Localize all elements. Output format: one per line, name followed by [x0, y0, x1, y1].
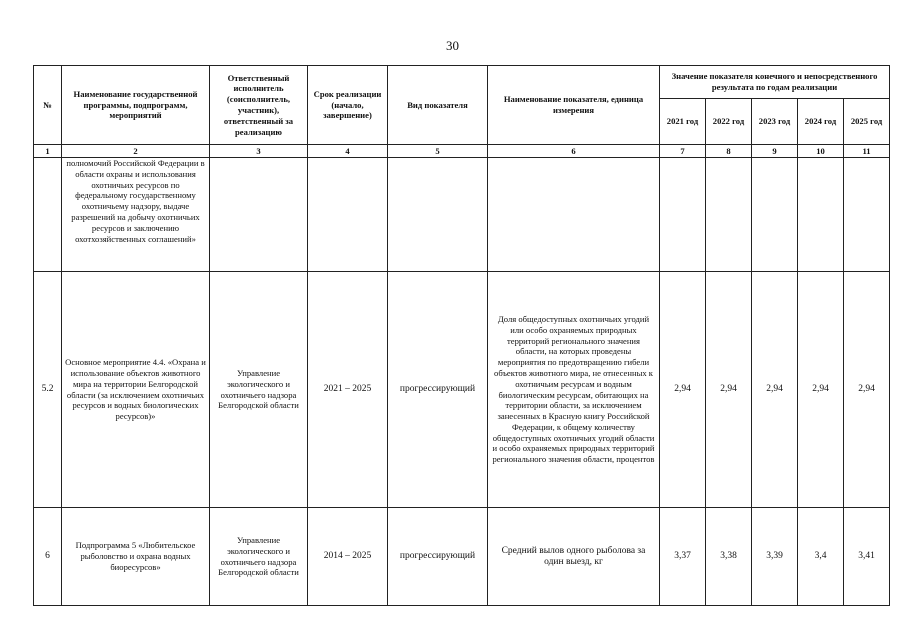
row-value-2024 — [798, 158, 844, 272]
row-num — [34, 158, 62, 272]
header-col-num: № — [34, 66, 62, 145]
header-year-2025: 2025 год — [844, 99, 890, 145]
column-number: 7 — [660, 145, 706, 158]
row-value-2025 — [844, 158, 890, 272]
column-number: 11 — [844, 145, 890, 158]
header-col-name: Наименование государственной программы, подпрограмм, мероприятий — [62, 66, 210, 145]
row-type: прогрессирующий — [388, 508, 488, 606]
header-col-type: Вид показателя — [388, 66, 488, 145]
table-row — [34, 508, 890, 606]
table-row — [34, 158, 890, 272]
row-name: полномочий Российской Федерации в области охраны и использования охотничьих ресурсов по федеральному государственному охотничьему надзору, выдаче разрешений на добычу охотничьих ресурсов и заключению охотхозяйственных соглашений» — [62, 158, 210, 272]
row-value-2021 — [660, 158, 706, 272]
column-numbers-row — [34, 145, 890, 158]
header-year-2023: 2023 год — [752, 99, 798, 145]
header-col-term: Срок реализации (начало, завершение) — [308, 66, 388, 145]
header-col-executor: Ответственный исполнитель (соисполнитель, участник), ответственный за реализацию — [210, 66, 308, 145]
column-number: 4 — [308, 145, 388, 158]
header-year-2022: 2022 год — [706, 99, 752, 145]
row-num: 6 — [34, 508, 62, 606]
column-number: 9 — [752, 145, 798, 158]
row-name: Основное мероприятие 4.4. «Охрана и использование объектов животного мира на территории Белгородской области (за исключением охотничьих ресурсов и водных биологических ресурсов)» — [62, 272, 210, 508]
row-term: 2021 – 2025 — [308, 272, 388, 508]
header-col-indicator: Наименование показателя, единица измерения — [488, 66, 660, 145]
row-name: Подпрограмма 5 «Любительское рыболовство и охрана водных биоресурсов» — [62, 508, 210, 606]
row-indicator: Средний вылов одного рыболова за один выезд, кг — [488, 508, 660, 606]
column-number: 5 — [388, 145, 488, 158]
row-executor — [210, 158, 308, 272]
header-year-2024: 2024 год — [798, 99, 844, 145]
column-number: 2 — [62, 145, 210, 158]
column-number: 3 — [210, 145, 308, 158]
row-type — [388, 158, 488, 272]
row-value-2025: 3,41 — [844, 508, 890, 606]
row-value-2021: 3,37 — [660, 508, 706, 606]
row-value-2022: 2,94 — [706, 272, 752, 508]
table-header-row — [34, 66, 890, 99]
row-value-2023: 3,39 — [752, 508, 798, 606]
row-value-2022: 3,38 — [706, 508, 752, 606]
row-value-2025: 2,94 — [844, 272, 890, 508]
table-row — [34, 272, 890, 508]
column-number: 8 — [706, 145, 752, 158]
row-value-2024: 3,4 — [798, 508, 844, 606]
row-value-2024: 2,94 — [798, 272, 844, 508]
indicators-table — [33, 65, 890, 606]
row-indicator — [488, 158, 660, 272]
row-indicator: Доля общедоступных охотничьих угодий или особо охраняемых природных территорий регионального значения области, на которых проведены мероприятия по предотвращению гибели объектов животного мира, не отнесенных к охотничьим ресурсам и водным биологическим ресурсам, обитающих на территории области, за исключением занесенных в Красную книгу Российской Федерации, к общему количеству общедоступных охотничьих угодий области и особо охраняемых природных территорий регионального значения области, процентов — [488, 272, 660, 508]
header-values-group: Значение показателя конечного и непосредственного результата по годам реализации — [660, 66, 890, 99]
column-number: 1 — [34, 145, 62, 158]
row-term: 2014 – 2025 — [308, 508, 388, 606]
row-value-2021: 2,94 — [660, 272, 706, 508]
column-number: 10 — [798, 145, 844, 158]
page-number: 30 — [446, 38, 459, 53]
column-number: 6 — [488, 145, 660, 158]
row-num: 5.2 — [34, 272, 62, 508]
header-year-2021: 2021 год — [660, 99, 706, 145]
row-executor: Управление экологического и охотничьего надзора Белгородской области — [210, 272, 308, 508]
row-type: прогрессирующий — [388, 272, 488, 508]
row-value-2022 — [706, 158, 752, 272]
row-term — [308, 158, 388, 272]
row-value-2023: 2,94 — [752, 272, 798, 508]
row-executor: Управление экологического и охотничьего надзора Белгородской области — [210, 508, 308, 606]
row-value-2023 — [752, 158, 798, 272]
